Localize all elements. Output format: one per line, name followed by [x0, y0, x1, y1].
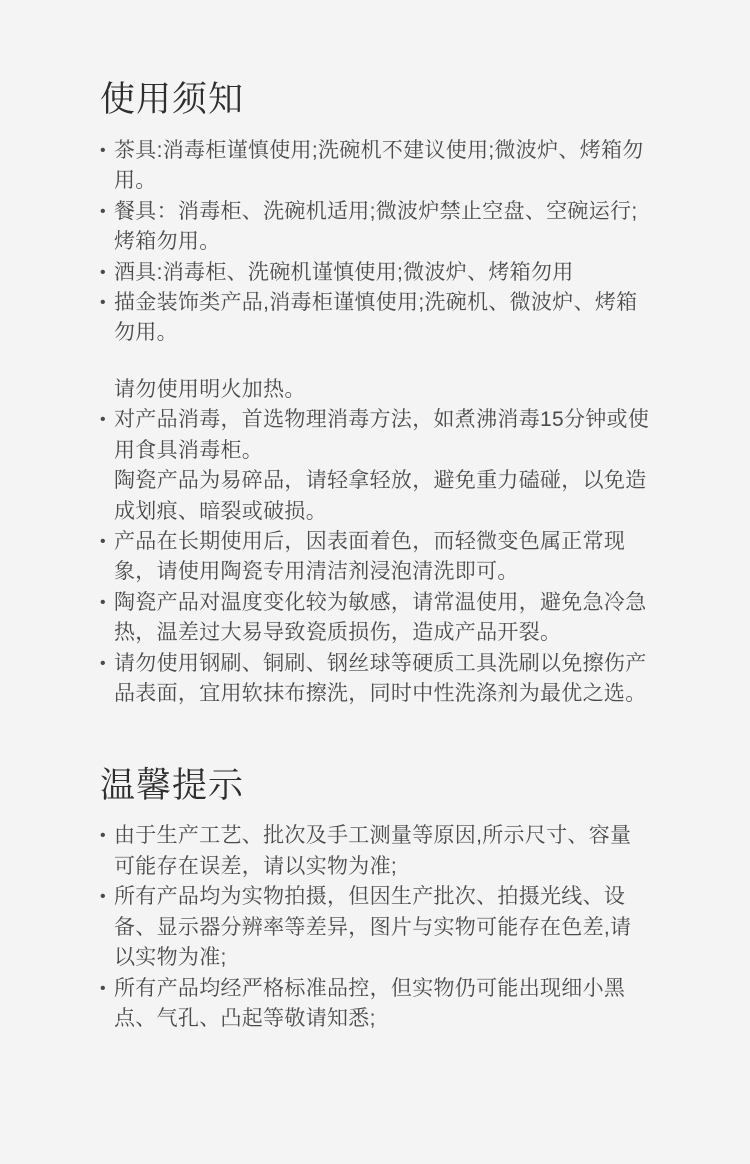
- usage-notice-list-1: [100, 136, 650, 349]
- list-item: • 茶具:消毒柜谨慎使用;洗碗机不建议使用;微波炉、烤箱勿用。: [100, 136, 650, 197]
- page-title-usage-notice: 使用须知: [100, 80, 245, 119]
- warm-tips-group-1: [100, 821, 650, 1034]
- list-item: • 请勿使用钢刷、铜刷、钢丝球等硬质工具洗刷以免擦伤产品表面，宜用软抹布擦洗，同时中性洗涤剂为最优之选。: [100, 649, 650, 710]
- list-item: • 由于生产工艺、批次及手工测量等原因,所示尺寸、容量可能存在误差，请以实物为准;: [100, 821, 650, 882]
- list-item: • 产品在长期使用后，因表面着色，而轻微变色属正常现象，请使用陶瓷专用清洁剂浸泡清洗即可。: [100, 527, 650, 588]
- list-item: • 酒具:消毒柜、洗碗机谨慎使用;微波炉、烤箱勿用: [100, 258, 650, 288]
- list-item: 请勿使用明火加热。: [114, 377, 306, 401]
- list-item: • 陶瓷产品对温度变化较为敏感，请常温使用，避免急冷急热，温差过大易导致瓷质损伤，造成产品开裂。: [100, 588, 650, 649]
- usage-notice-list-2: [100, 375, 650, 710]
- list-item: • 对产品消毒，首选物理消毒方法，如煮沸消毒15分钟或使用食具消毒柜。: [100, 405, 650, 466]
- section-usage-notice: [100, 78, 650, 710]
- list-item: 陶瓷产品为易碎品，请轻拿轻放，避免重力磕碰，以免造成划痕、暗裂或破损。: [114, 469, 647, 523]
- list-item: • 所有产品均为实物拍摄，但因生产批次、拍摄光线、设备、显示器分辨率等差异，图片与实物可能存在色差,请以实物为准;: [100, 882, 650, 973]
- list-item: • 所有产品均经严格标准品控，但实物仍可能出现细小黑点、气孔、凸起等敬请知悉;: [100, 974, 650, 1035]
- section-spacer: [100, 349, 650, 375]
- usage-notice-group-2: [100, 375, 650, 710]
- section-warm-tips: [100, 764, 650, 1035]
- warm-tips-list: [100, 821, 650, 1034]
- page-title-warm-tips: 温馨提示: [100, 765, 245, 805]
- list-item: • 描金装饰类产品,消毒柜谨慎使用;洗碗机、微波炉、烤箱勿用。: [100, 288, 650, 349]
- usage-notice-group-1: [100, 136, 650, 349]
- list-item: • 餐具：消毒柜、洗碗机适用;微波炉禁止空盘、空碗运行;烤箱勿用。: [100, 197, 650, 258]
